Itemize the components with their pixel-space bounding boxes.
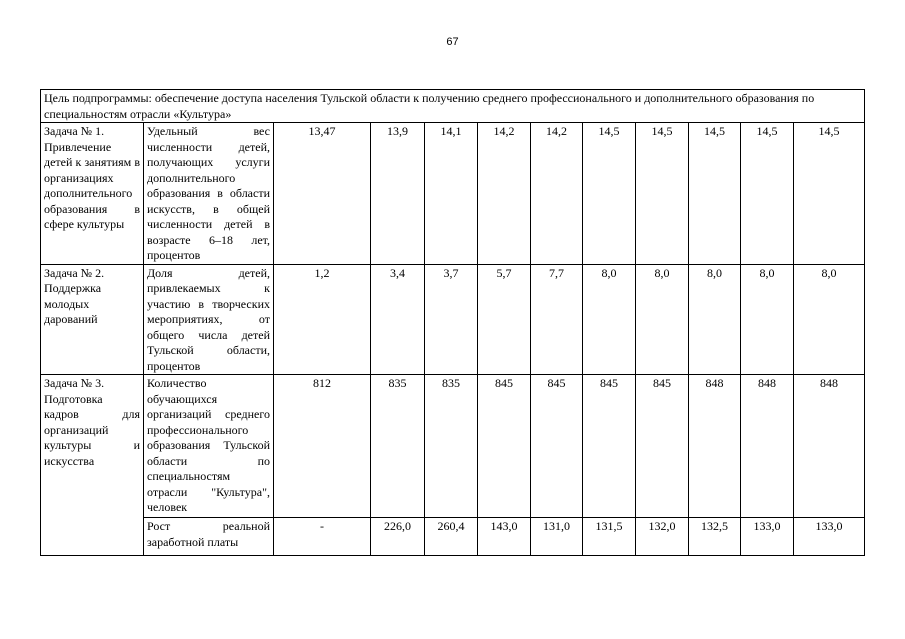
value-cell: 845 <box>636 375 689 518</box>
value-cell: 3,4 <box>371 264 425 375</box>
indicator-text: Удельный вес численности детей, получающих услуги дополнительного образования в области искусств, в общей численности детей в возрасте 6–18 лет, процентов <box>147 124 270 262</box>
value-cell: 131,5 <box>583 518 636 556</box>
indicator-cell <box>144 264 274 375</box>
value-cell: 3,7 <box>425 264 478 375</box>
value-cell: 8,0 <box>583 264 636 375</box>
value-cell: 14,5 <box>794 123 865 265</box>
value-cell: 14,5 <box>741 123 794 265</box>
task-cell <box>41 123 144 265</box>
page-number: 67 <box>446 36 459 48</box>
table-row <box>41 264 865 375</box>
value-cell: 132,0 <box>636 518 689 556</box>
value-cell: 5,7 <box>478 264 531 375</box>
task-text: Задача № 3. Подготовка кадров для организаций культуры и искусства <box>44 376 140 468</box>
table-row <box>41 123 865 265</box>
value-cell: 835 <box>371 375 425 518</box>
goal-cell: Цель подпрограммы: обеспечение доступа населения Тульской области к получению среднего профессионального и дополнительного образования по специальностям отрасли «Культура» <box>41 90 865 123</box>
value-cell: 812 <box>274 375 371 518</box>
value-cell: 8,0 <box>741 264 794 375</box>
value-cell: 8,0 <box>636 264 689 375</box>
value-cell: 14,5 <box>689 123 741 265</box>
indicator-text: Доля детей, привлекаемых к участию в творческих мероприятиях, от общего числа детей Тульской области, процентов <box>147 265 270 373</box>
goal-row <box>41 90 865 123</box>
task-cell <box>41 264 144 375</box>
value-cell: - <box>274 518 371 556</box>
value-cell: 133,0 <box>794 518 865 556</box>
value-cell: 14,5 <box>583 123 636 265</box>
value-cell: 835 <box>425 375 478 518</box>
table-row <box>41 375 865 518</box>
value-cell: 131,0 <box>531 518 583 556</box>
value-cell: 143,0 <box>478 518 531 556</box>
indicator-cell <box>144 123 274 265</box>
table-row <box>41 518 865 556</box>
indicator-cell <box>144 518 274 556</box>
task-cell <box>41 375 144 556</box>
value-cell: 260,4 <box>425 518 478 556</box>
value-cell: 14,1 <box>425 123 478 265</box>
indicators-table <box>40 89 865 556</box>
value-cell: 14,2 <box>531 123 583 265</box>
value-cell: 8,0 <box>689 264 741 375</box>
value-cell: 13,47 <box>274 123 371 265</box>
indicator-text: Рост реальной заработной платы <box>147 519 270 549</box>
value-cell: 132,5 <box>689 518 741 556</box>
value-cell: 848 <box>689 375 741 518</box>
indicator-cell <box>144 375 274 518</box>
value-cell: 7,7 <box>531 264 583 375</box>
value-cell: 845 <box>531 375 583 518</box>
value-cell: 845 <box>583 375 636 518</box>
value-cell: 13,9 <box>371 123 425 265</box>
value-cell: 226,0 <box>371 518 425 556</box>
indicator-text: Количество обучающихся организаций среднего профессионального образования Тульской области по специальностям отрасли "Культура", человек <box>147 376 270 514</box>
value-cell: 14,2 <box>478 123 531 265</box>
task-text: Задача № 1. Привлечение детей к занятиям в организациях дополнительного образования в сфере культуры <box>44 124 140 231</box>
value-cell: 1,2 <box>274 264 371 375</box>
task-text: Задача № 2. Поддержка молодых дарований <box>44 265 105 326</box>
value-cell: 133,0 <box>741 518 794 556</box>
value-cell: 8,0 <box>794 264 865 375</box>
value-cell: 848 <box>794 375 865 518</box>
value-cell: 14,5 <box>636 123 689 265</box>
value-cell: 845 <box>478 375 531 518</box>
value-cell: 848 <box>741 375 794 518</box>
